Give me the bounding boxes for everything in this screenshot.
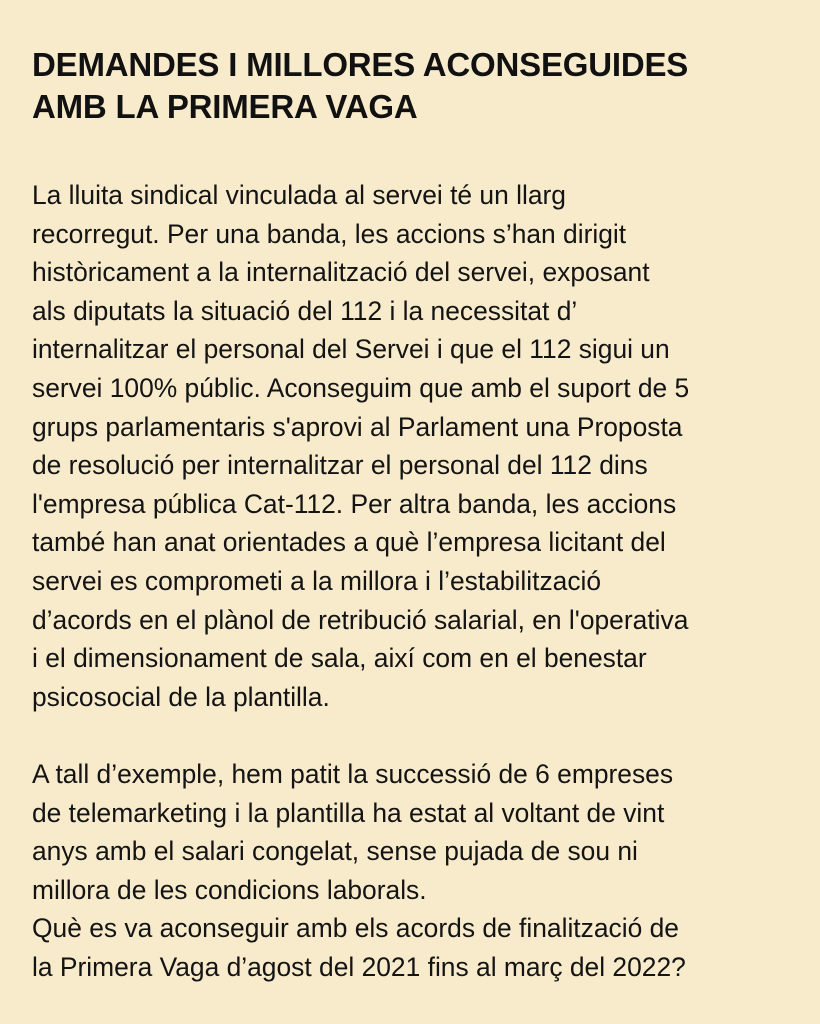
page-title — [32, 44, 790, 128]
text-line: històricament a la internalització del servei, exposant — [32, 257, 650, 288]
text-line: millora de les condicions laborals. — [32, 874, 427, 905]
text-line: anys amb el salari congelat, sense pujada de sou ni — [32, 836, 638, 867]
text-line: de telemarketing i la plantilla ha estat al voltant de vint — [32, 797, 665, 828]
text-line: la Primera Vaga d’agost del 2021 fins al març del 2022? — [32, 951, 686, 982]
text-line: grups parlamentaris s'aprovi al Parlament una Proposta — [32, 411, 683, 442]
text-line: d’acords en el plànol de retribució salarial, en l'operativa — [32, 604, 689, 635]
body-paragraph-2 — [32, 755, 790, 987]
text-line: l'empresa pública Cat-112. Per altra banda, les accions — [32, 488, 677, 519]
title-line: DEMANDES I MILLORES ACONSEGUIDES — [32, 46, 689, 83]
body-paragraph-1 — [32, 176, 790, 716]
text-line: recorregut. Per una banda, les accions s’han dirigit — [32, 218, 627, 249]
text-line: servei es comprometi a la millora i l’estabilització — [32, 565, 602, 596]
text-line: també han anat orientades a què l’empresa licitant del — [32, 527, 666, 558]
text-line: de resolució per internalitzar el personal del 112 dins — [32, 450, 648, 481]
text-line: La lluita sindical vinculada al servei té un llarg — [32, 180, 566, 210]
text-line: servei 100% públic. Aconseguim que amb el suport de 5 — [32, 372, 690, 403]
text-line: Què es va aconseguir amb els acords de finalització de — [32, 913, 679, 944]
text-line: als diputats la situació del 112 i la necessitat d’ — [32, 295, 578, 326]
text-line: i el dimensionament de sala, així com en el benestar — [32, 643, 647, 674]
title-line: AMB LA PRIMERA VAGA — [32, 88, 418, 125]
text-line: A tall d’exemple, hem patit la successió de 6 empreses — [32, 758, 674, 789]
text-line: psicosocial de la plantilla. — [32, 681, 330, 712]
text-line: internalitzar el personal del Servei i que el 112 sigui un — [32, 334, 670, 365]
